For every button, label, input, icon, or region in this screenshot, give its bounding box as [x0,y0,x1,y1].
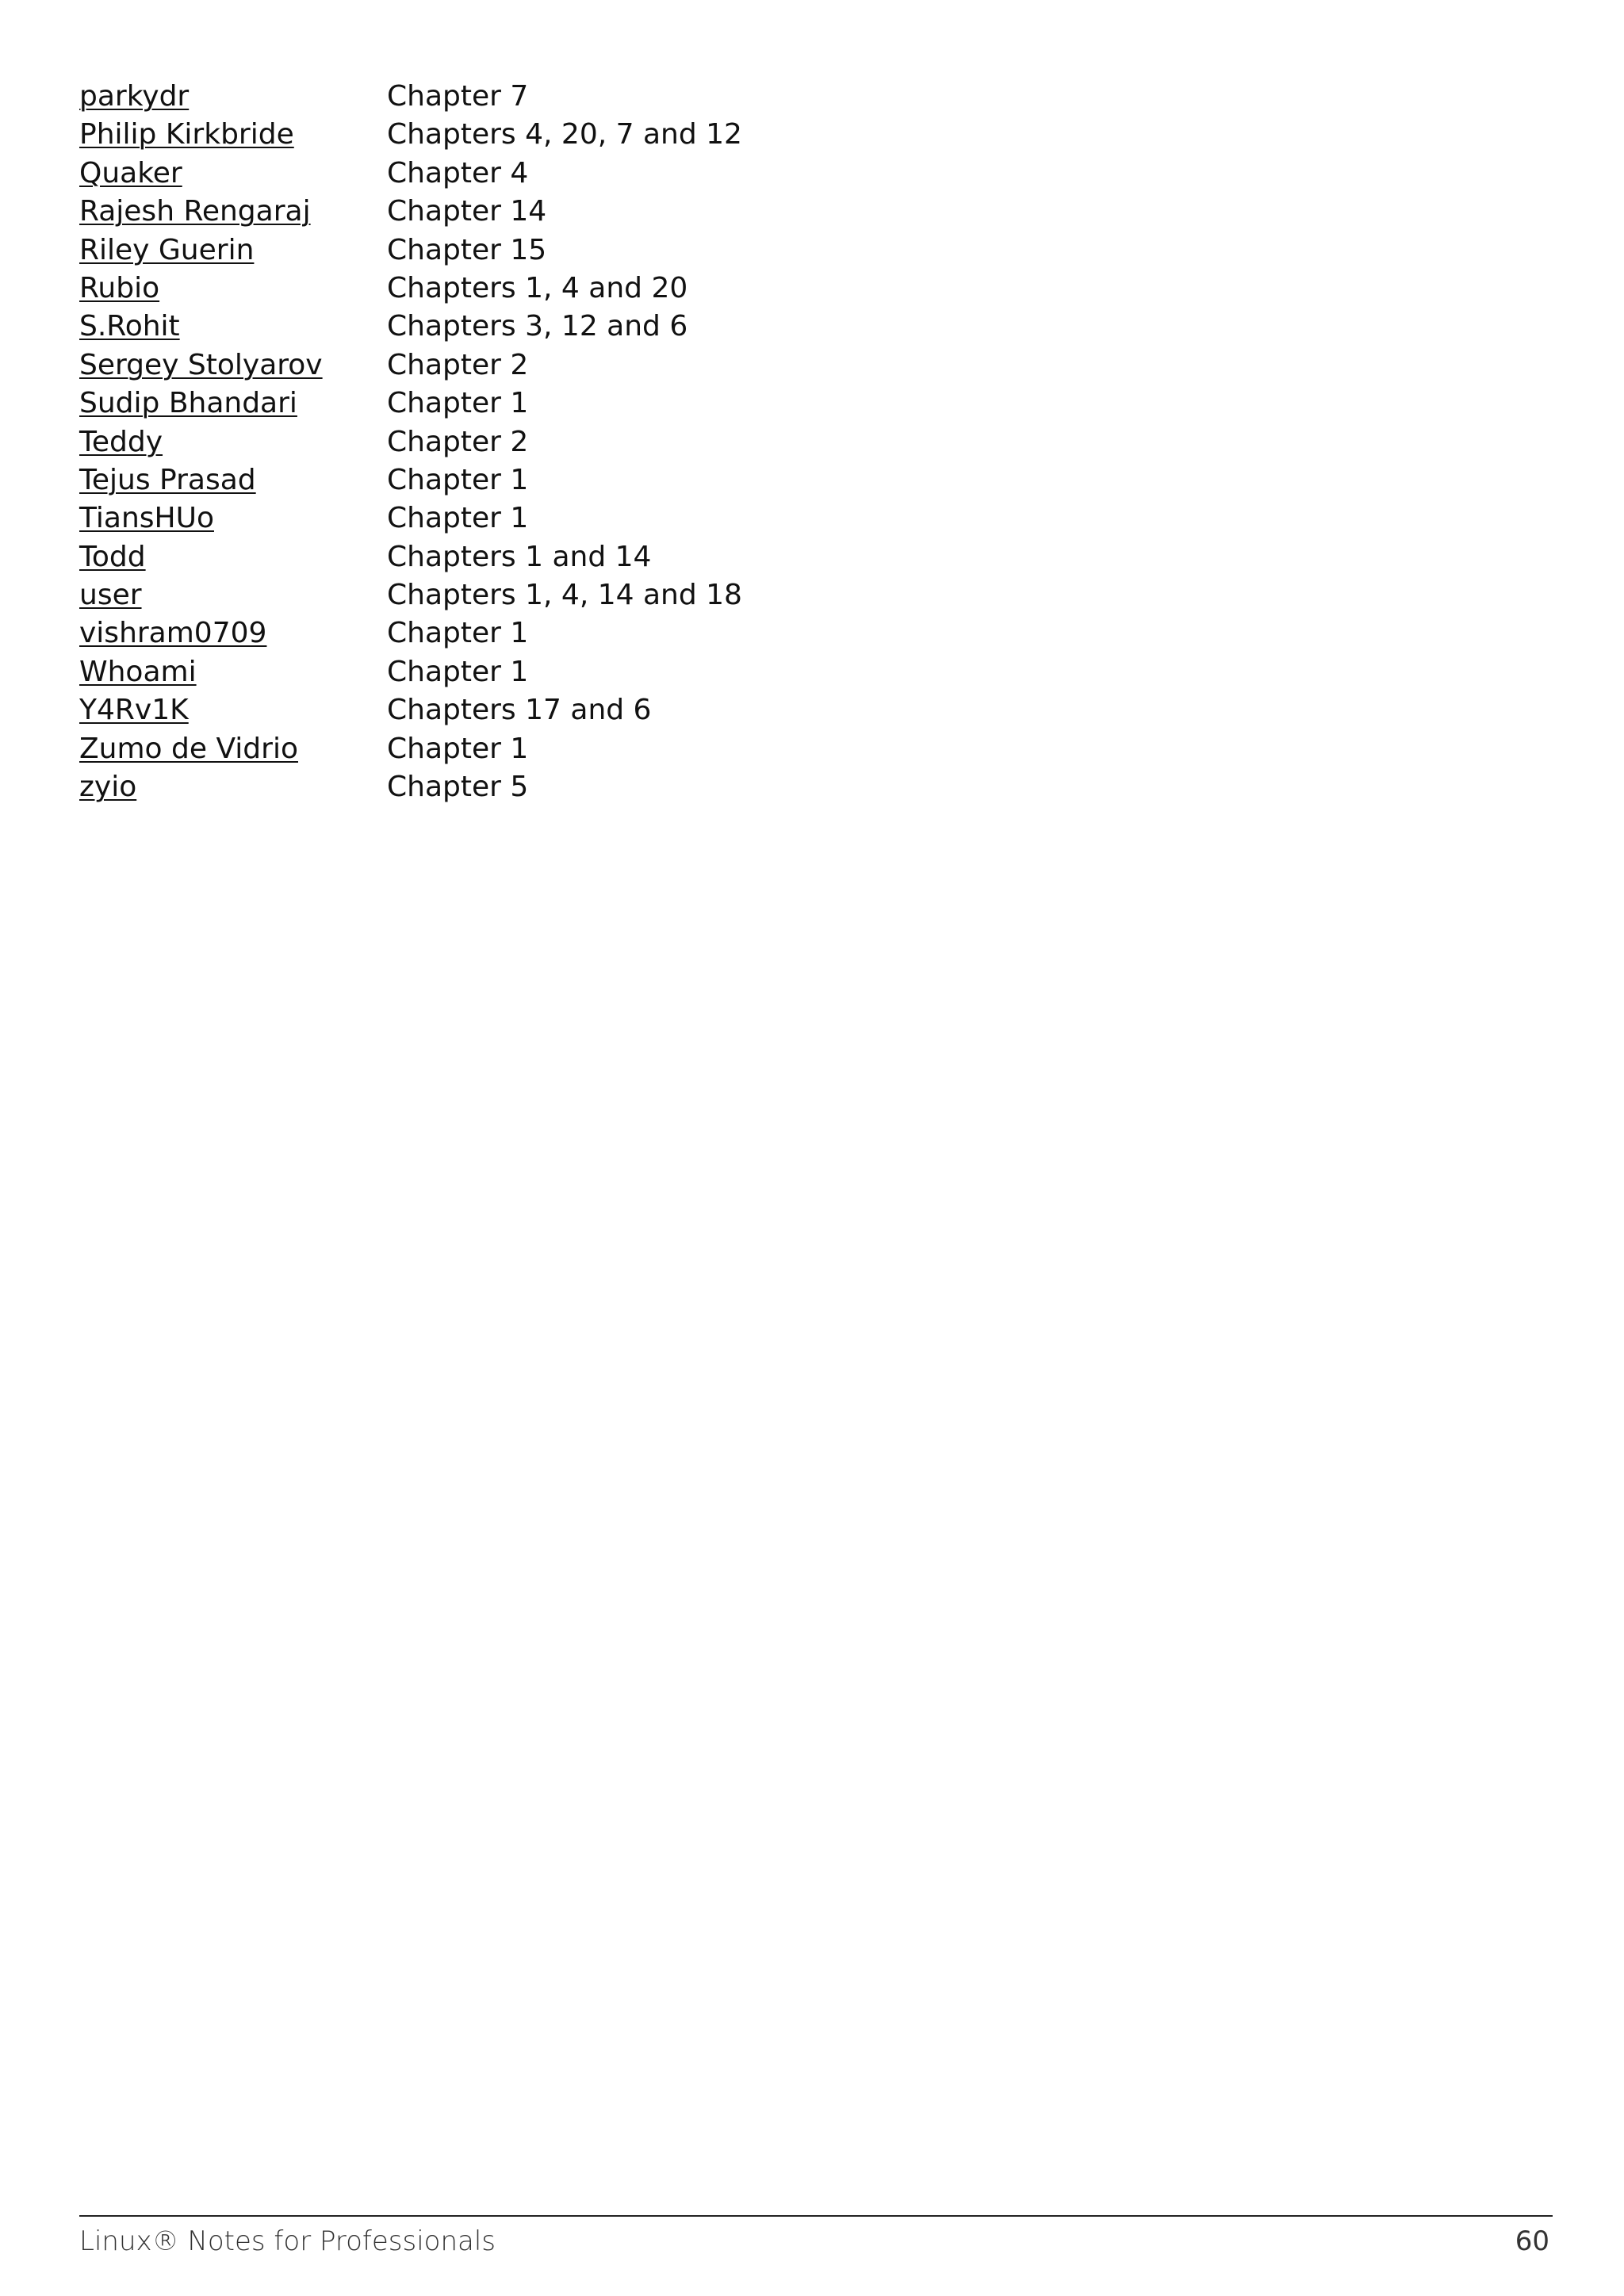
footer-page-number: 60 [1515,2225,1549,2257]
contributor-link[interactable]: TiansHUo [79,502,214,535]
contributor-chapters: Chapters 1, 4 and 20 [387,271,688,304]
contributor-chapters: Chapter 1 [387,463,529,496]
contributor-chapters: Chapters 1, 4, 14 and 18 [387,579,742,612]
contributor-row [79,193,742,231]
contributor-row [79,116,742,154]
contributor-row [79,499,742,538]
contributor-chapters: Chapter 14 [387,195,547,228]
contributor-link[interactable]: Quaker [79,156,182,189]
contributor-link[interactable]: parkydr [79,80,190,113]
contributor-chapters: Chapters 1 and 14 [387,540,652,573]
contributor-row [79,538,742,576]
contributor-row [79,730,742,768]
contributor-row [79,270,742,308]
contributor-chapters: Chapter 1 [387,502,529,535]
contributor-chapters: Chapter 4 [387,156,529,189]
contributor-chapters: Chapters 4, 20, 7 and 12 [387,118,742,151]
contributor-link[interactable]: Rubio [79,271,160,304]
contributor-row [79,346,742,385]
contributor-chapters: Chapter 7 [387,80,529,113]
contributor-chapters: Chapter 1 [387,387,529,420]
contributor-row [79,308,742,346]
contributor-link[interactable]: Philip Kirkbride [79,118,294,151]
contributor-chapters: Chapter 1 [387,655,529,688]
contributor-link[interactable]: user [79,579,142,612]
contributor-row [79,155,742,193]
contributor-link[interactable]: Riley Guerin [79,233,255,266]
contributor-link[interactable]: Tejus Prasad [79,463,256,496]
contributor-row [79,691,742,729]
footer-divider [79,2215,1553,2217]
contributor-row [79,461,742,499]
contributor-link[interactable]: Zumo de Vidrio [79,732,298,765]
contributor-link[interactable]: Todd [79,540,146,573]
contributor-chapters: Chapter 1 [387,617,529,650]
contributor-chapters: Chapter 2 [387,425,529,458]
contributor-link[interactable]: Rajesh Rengaraj [79,195,311,228]
contributor-chapters: Chapters 3, 12 and 6 [387,310,688,343]
contributor-row [79,232,742,270]
contributor-chapters: Chapter 15 [387,233,547,266]
contributor-chapters: Chapters 17 and 6 [387,694,652,727]
contributor-link[interactable]: Y4Rv1K [79,694,189,727]
contributor-row [79,78,742,116]
footer-book-title: Linux® Notes for Professionals [79,2225,496,2257]
contributor-chapters: Chapter 2 [387,348,529,381]
contributor-row [79,423,742,461]
contributor-chapters: Chapter 5 [387,771,529,804]
contributor-link[interactable]: Whoami [79,655,197,688]
contributor-link[interactable]: Teddy [79,425,163,458]
contributor-chapters: Chapter 1 [387,732,529,765]
contributor-link[interactable]: zyio [79,771,137,804]
contributor-row [79,385,742,423]
contributor-row [79,653,742,691]
contributor-link[interactable]: S.Rohit [79,310,180,343]
contributor-row [79,576,742,614]
contributor-link[interactable]: Sudip Bhandari [79,387,297,420]
contributor-row [79,614,742,652]
contributor-link[interactable]: vishram0709 [79,617,267,650]
contributor-link[interactable]: Sergey Stolyarov [79,348,323,381]
contributors-list [79,78,742,806]
contributor-row [79,768,742,806]
